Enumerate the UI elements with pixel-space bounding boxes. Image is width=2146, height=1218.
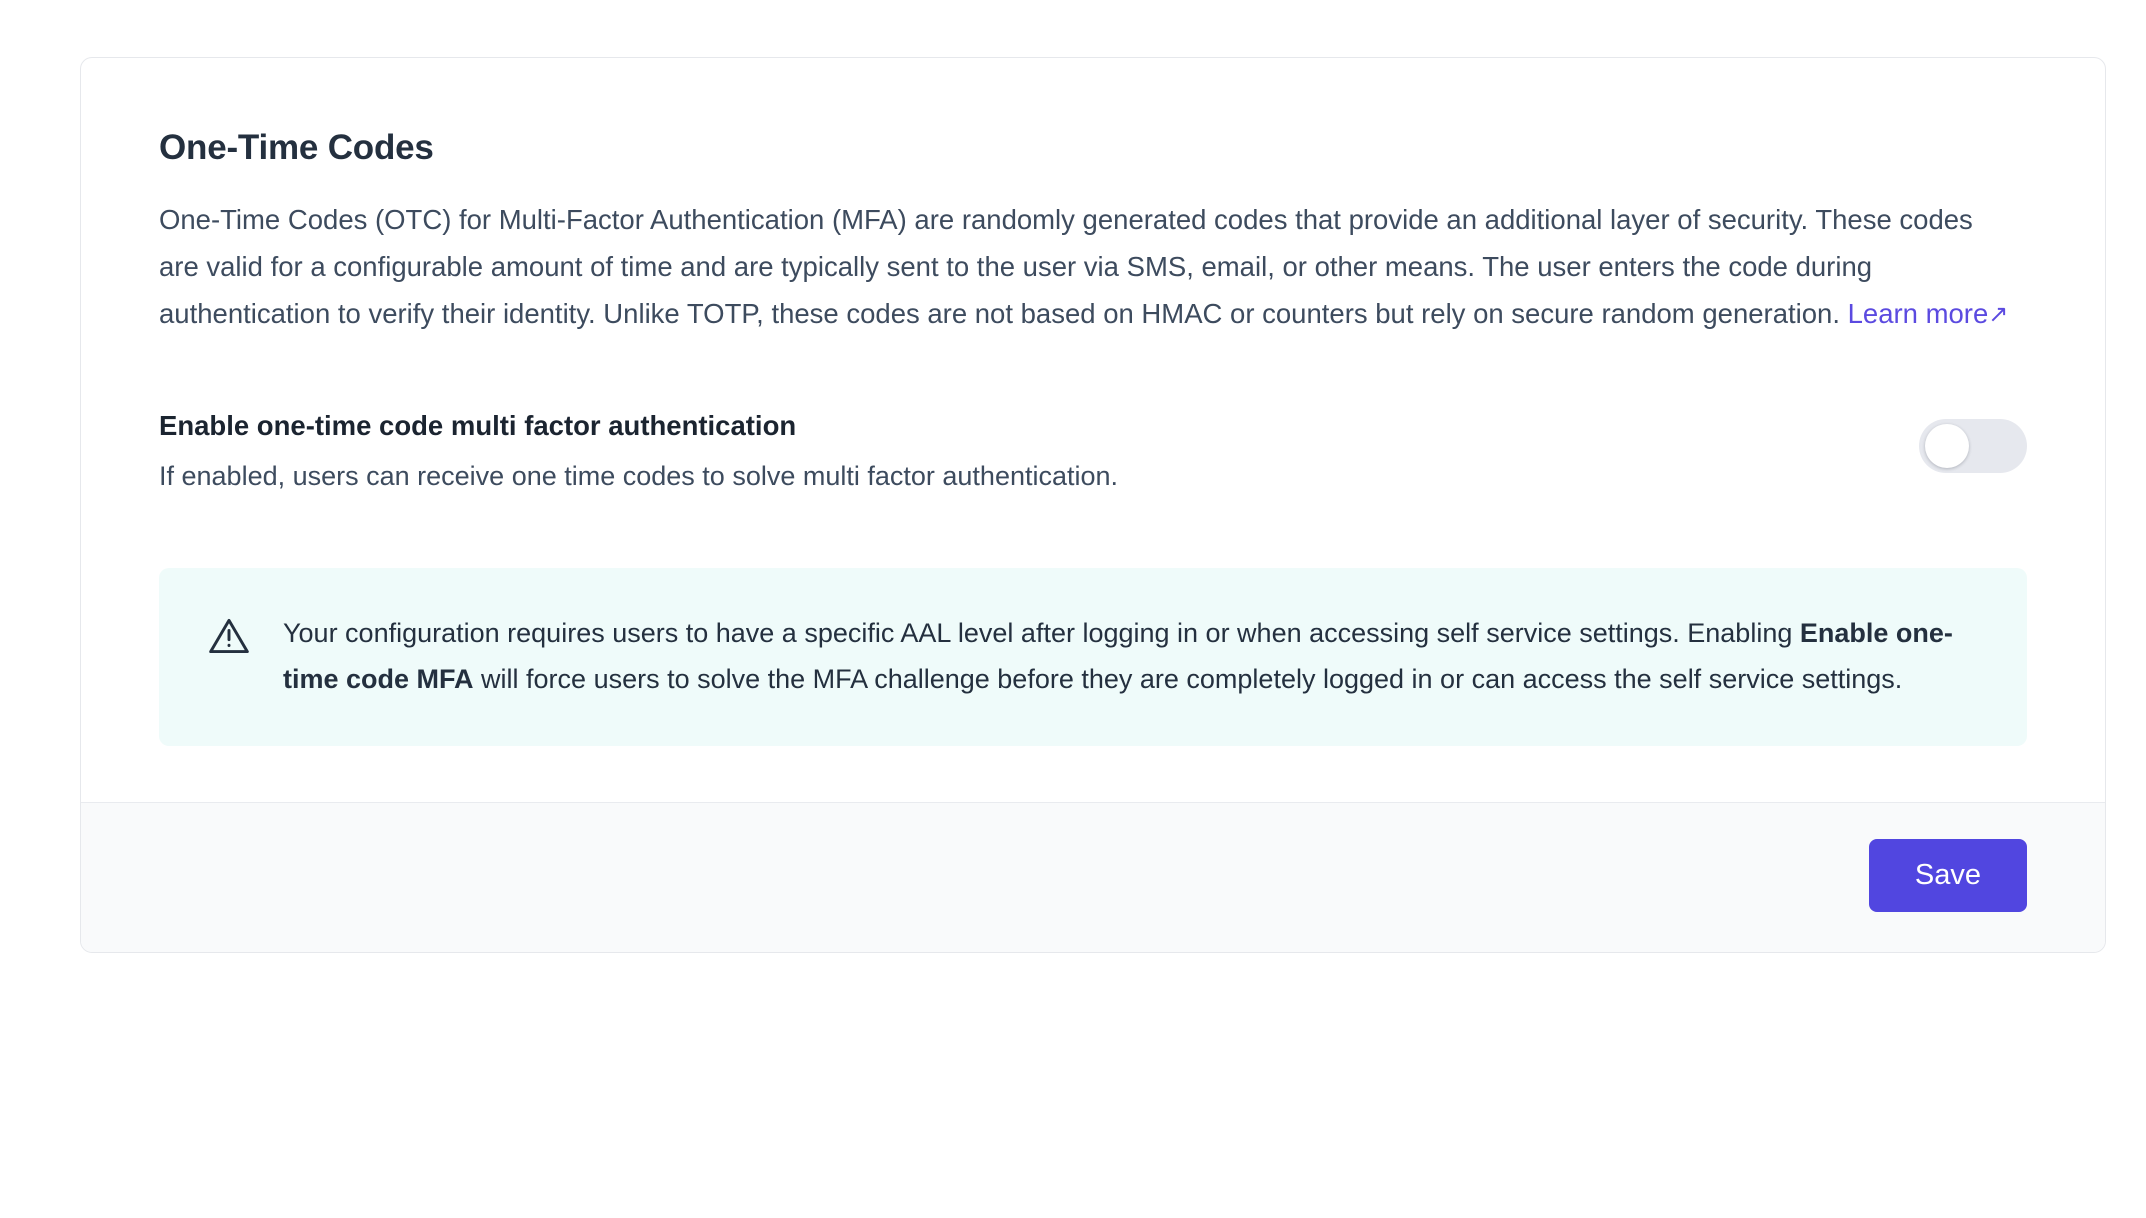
warning-triangle-icon — [207, 614, 251, 658]
save-button[interactable]: Save — [1869, 839, 2027, 912]
learn-more-link[interactable] — [1848, 298, 2009, 329]
learn-more-label: Learn more — [1847, 298, 1989, 329]
card-footer — [81, 802, 2105, 952]
enable-otc-sublabel: If enabled, users can receive one time codes to solve multi factor authentication. — [159, 461, 1119, 492]
card-body — [81, 58, 2105, 802]
one-time-codes-card — [80, 57, 2106, 953]
callout-text-before: Your configuration requires users to have a specific AAL level after logging in or when accessing self service settings. Enabling — [283, 618, 1793, 649]
card-description — [159, 196, 2019, 337]
callout-text-after: will force users to solve the MFA challenge before they are completely logged in or can access the self service settings. — [481, 664, 1903, 695]
callout-text-bold: Enable one-time code MFA — [283, 618, 1953, 695]
toggle-knob — [1925, 424, 1969, 468]
description-text: One-Time Codes (OTC) for Multi-Factor Authentication (MFA) are randomly generated codes that provide an additional layer of security. These codes are valid for a configurable amount of time and are typically sent to the user via SMS, email, or other means. The user enters the code during authentication to verify their identity. Unlike TOTP, these codes are not based on HMAC or counters but rely on secure random generation. — [159, 204, 1973, 329]
callout-text — [283, 610, 1973, 702]
enable-otc-row — [159, 409, 2027, 494]
aal-warning-callout — [159, 568, 2027, 746]
enable-otc-toggle[interactable] — [1919, 419, 2027, 473]
page-title: One-Time Codes — [159, 128, 434, 167]
enable-otc-label: Enable one-time code multi factor authentication — [159, 410, 797, 441]
arrow-up-right-icon: ↗ — [1988, 301, 2009, 328]
enable-otc-texts — [159, 409, 1118, 494]
